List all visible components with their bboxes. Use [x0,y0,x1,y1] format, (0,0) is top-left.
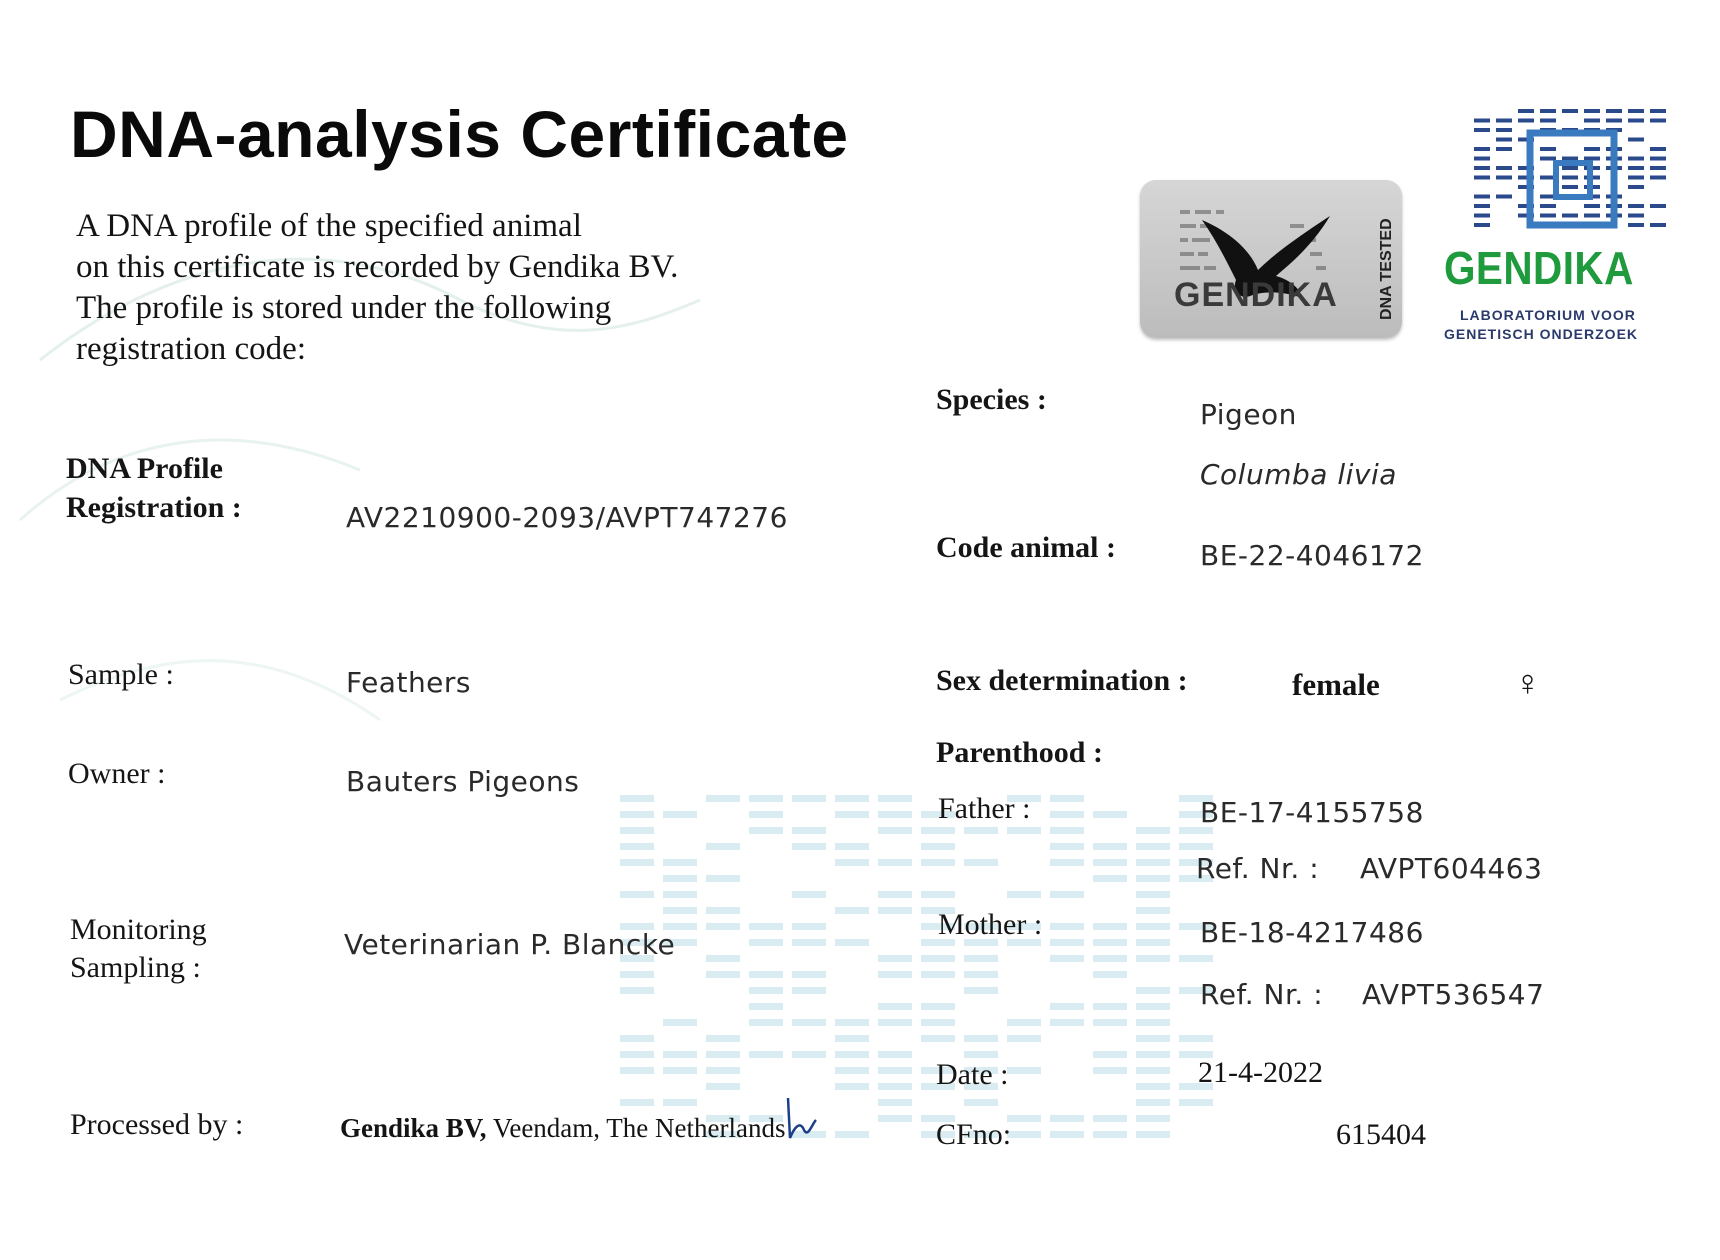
watermark-block [1136,939,1170,946]
logo-block [1650,147,1666,151]
watermark-block [1093,875,1127,882]
processed-label: Processed by : [70,1108,244,1141]
intro-line: registration code: [76,331,307,367]
watermark-block [1050,1115,1084,1122]
logo-block [1628,214,1644,218]
watermark-block [1093,1067,1127,1074]
intro-line: on this certificate is recorded by Gendika BV. [76,249,679,285]
watermark-block [749,1019,783,1026]
mother-label: Mother : [938,908,1043,941]
logo-block [1628,109,1644,113]
logo-block [1474,223,1490,227]
logo-block [1540,109,1556,113]
watermark-block [1136,907,1170,914]
registration-label: DNA Profile [66,452,223,485]
watermark-block [620,827,654,834]
watermark-block [878,1003,912,1010]
watermark-block [1093,955,1127,962]
watermark-block [792,1019,826,1026]
watermark-block [706,1035,740,1042]
logo-block [1584,157,1600,161]
watermark-block [749,1051,783,1058]
watermark-block [1136,955,1170,962]
watermark-block [792,923,826,930]
watermark-block [663,1099,697,1106]
watermark-block [964,971,998,978]
watermark-block [921,955,955,962]
logo-block [1628,157,1644,161]
watermark-block [749,923,783,930]
logo-block [1628,119,1644,123]
watermark-block [663,891,697,898]
date-label: Date : [936,1058,1009,1091]
processed-value [340,1113,785,1144]
watermark-block [792,987,826,994]
watermark-block [1093,1019,1127,1026]
watermark-block [1050,955,1084,962]
watermark-block [1136,1035,1170,1042]
watermark-block [706,1067,740,1074]
watermark-block [1136,1051,1170,1058]
monitoring-value: Veterinarian P. Blancke [344,928,676,961]
logo-block [1562,157,1578,161]
watermark-block [878,907,912,914]
page-title: DNA-analysis Certificate [70,97,849,171]
watermark-block [878,971,912,978]
watermark-block [878,859,912,866]
watermark-block [835,1051,869,1058]
watermark-block [835,1019,869,1026]
logo-block [1584,119,1600,123]
watermark-block [706,971,740,978]
logo-block [1474,157,1490,161]
watermark-block [878,1115,912,1122]
watermark-block [878,1083,912,1090]
watermark-block [878,1067,912,1074]
watermark-block [1007,1067,1041,1074]
watermark-block [1050,795,1084,802]
watermark-block [921,859,955,866]
watermark-block [1136,1083,1170,1090]
watermark-block [749,827,783,834]
logo-block [1606,119,1622,123]
logo-block [1650,166,1666,170]
watermark-block [620,859,654,866]
watermark-block [1136,875,1170,882]
logo-block [1496,119,1512,123]
watermark-block [1136,843,1170,850]
logo-block [1650,223,1666,227]
watermark-block [835,811,869,818]
watermark-block [878,795,912,802]
logo-block [1584,204,1600,208]
logo-brand-name: GENDIKA [1444,242,1634,294]
watermark-block [663,1067,697,1074]
watermark-block [663,859,697,866]
watermark-block [620,1051,654,1058]
logo-block [1518,119,1534,123]
logo-tagline: GENETISCH ONDERZOEK [1444,326,1639,342]
logo-block [1496,166,1512,170]
watermark-block [1050,843,1084,850]
watermark-block [792,843,826,850]
watermark-block [1050,1003,1084,1010]
logo-block [1584,147,1600,151]
processed-company: Gendika BV, [340,1113,487,1143]
watermark-block [792,827,826,834]
parenthood-label: Parenthood : [936,736,1103,769]
watermark-block [1179,843,1213,850]
watermark-block [792,891,826,898]
logo-block [1628,176,1644,180]
species-latin-value: Columba livia [1200,458,1397,491]
watermark-block [1179,955,1213,962]
watermark-block [706,1051,740,1058]
watermark-block [706,923,740,930]
watermark-block [792,1051,826,1058]
watermark-block [1179,1099,1213,1106]
watermark-block [663,811,697,818]
watermark-block [1136,987,1170,994]
watermark-block [663,875,697,882]
watermark-block [1136,1019,1170,1026]
logo-block [1562,185,1578,189]
watermark-block [1007,1131,1041,1138]
watermark-block [878,1099,912,1106]
watermark-block [792,795,826,802]
watermark-block [620,1067,654,1074]
seal-side-text: DNA TESTED [1378,218,1395,320]
intro-line: The profile is stored under the following [76,290,612,326]
logo-block [1540,204,1556,208]
logo-block [1474,204,1490,208]
father-value: BE-17-4155758 [1200,796,1424,829]
watermark-block [878,955,912,962]
logo-block [1474,195,1490,199]
watermark-block [1136,923,1170,930]
watermark-block [1050,939,1084,946]
logo-block [1474,119,1490,123]
logo-block [1628,223,1644,227]
logo-block [1540,147,1556,151]
watermark-block [921,827,955,834]
logo-block [1584,109,1600,113]
owner-label: Owner : [68,757,166,790]
logo-block [1540,119,1556,123]
watermark-block [1007,1035,1041,1042]
watermark-block [792,939,826,946]
watermark-block [620,843,654,850]
date-value: 21-4-2022 [1198,1056,1323,1089]
logo-block [1496,138,1512,142]
watermark-block [835,859,869,866]
watermark-block [749,987,783,994]
watermark-block [1136,891,1170,898]
watermark-block [1136,1067,1170,1074]
registration-label: Registration : [66,491,242,524]
watermark-block [835,795,869,802]
watermark-block [835,939,869,946]
watermark-block [964,955,998,962]
seal-brand-text: GENDIKA [1174,276,1338,314]
watermark-block [620,1099,654,1106]
watermark-block [1093,939,1127,946]
watermark-block [835,1067,869,1074]
logo-block [1562,109,1578,113]
logo-block [1650,109,1666,113]
mother-ref-value: AVPT536547 [1362,978,1545,1011]
watermark-block [921,891,955,898]
mother-ref-label: Ref. Nr. : [1200,978,1324,1011]
watermark-block [792,971,826,978]
logo-block [1628,166,1644,170]
watermark-block [835,1083,869,1090]
sex-label: Sex determination : [936,664,1188,697]
code-animal-value: BE-22-4046172 [1200,539,1424,572]
watermark-block [1136,1003,1170,1010]
watermark-block [1050,1019,1084,1026]
watermark-block [1007,827,1041,834]
monitoring-label: Monitoring [70,913,207,946]
watermark-block [1050,859,1084,866]
sex-value: female [1292,667,1380,702]
sample-label: Sample : [68,658,174,691]
watermark-block [1093,1131,1127,1138]
watermark-block [1093,859,1127,866]
watermark-block [878,811,912,818]
father-ref-label: Ref. Nr. : [1196,852,1320,885]
logo-block [1540,214,1556,218]
logo-block [1496,128,1512,132]
dna-tested-seal [1140,180,1402,338]
watermark-block [921,971,955,978]
watermark-block [878,1019,912,1026]
watermark-block [706,955,740,962]
watermark-block [1093,1003,1127,1010]
gendika-logo [1444,105,1670,365]
registration-value: AV2210900-2093/AVPT747276 [346,501,788,534]
logo-block [1628,138,1644,142]
watermark-block [921,843,955,850]
watermark-block [1093,971,1127,978]
mother-value: BE-18-4217486 [1200,916,1424,949]
watermark-block [835,1131,869,1138]
watermark-block [1136,1115,1170,1122]
watermark-block [1050,891,1084,898]
code-animal-label: Code animal : [936,531,1116,564]
logo-block [1628,185,1644,189]
logo-block [1650,119,1666,123]
watermark-block [749,939,783,946]
logo-block [1540,157,1556,161]
monitoring-label: Sampling : [70,951,201,984]
watermark-block [1093,811,1127,818]
logo-block [1562,214,1578,218]
watermark-block [663,1051,697,1058]
watermark-block [1136,827,1170,834]
processed-location: Veendam, The Netherlands [492,1113,786,1143]
watermark-block [835,843,869,850]
watermark-block [921,1019,955,1026]
watermark-block [749,811,783,818]
watermark-block [1093,1051,1127,1058]
logo-block [1562,176,1578,180]
logo-block [1650,157,1666,161]
watermark-block [1136,859,1170,866]
watermark-block [706,795,740,802]
watermark-block [1136,1099,1170,1106]
sample-value: Feathers [346,666,472,699]
watermark-block [706,1083,740,1090]
watermark-block [663,1019,697,1026]
watermark-block [1093,923,1127,930]
watermark-block [1093,1115,1127,1122]
father-ref-value: AVPT604463 [1360,852,1543,885]
logo-block [1650,176,1666,180]
watermark-block [706,843,740,850]
logo-block [1474,176,1490,180]
logo-block [1584,214,1600,218]
watermark-block [835,1035,869,1042]
cfno-value: 615404 [1336,1118,1426,1151]
watermark-block [1050,1131,1084,1138]
watermark-block [1007,1115,1041,1122]
watermark-block [749,795,783,802]
watermark-block [1179,1035,1213,1042]
logo-block [1474,147,1490,151]
dna-pattern-logo-icon [1470,105,1670,235]
watermark-block [878,1051,912,1058]
logo-block [1474,214,1490,218]
watermark-block [921,1035,955,1042]
watermark-block [620,987,654,994]
watermark-block [1007,891,1041,898]
watermark-block [964,1051,998,1058]
female-symbol-icon: ♀ [1514,662,1541,703]
watermark-block [620,891,654,898]
watermark-block [964,1099,998,1106]
logo-tagline: LABORATORIUM VOOR [1460,307,1636,323]
watermark-block [749,1003,783,1010]
logo-block [1496,195,1512,199]
cfno-label: CFno: [936,1118,1012,1151]
watermark-block [706,875,740,882]
logo-block [1496,147,1512,151]
logo-block [1650,204,1666,208]
watermark-block [620,971,654,978]
watermark-block [878,891,912,898]
watermark-block [1050,923,1084,930]
watermark-block [835,907,869,914]
watermark-block [749,971,783,978]
logo-block [1496,176,1512,180]
species-common-value: Pigeon [1200,398,1297,431]
logo-block [1474,128,1490,132]
logo-block [1628,204,1644,208]
watermark-block [964,827,998,834]
intro-line: A DNA profile of the specified animal [76,208,582,244]
watermark-block [620,795,654,802]
father-label: Father : [938,792,1031,825]
watermark-block [964,987,998,994]
logo-block [1606,109,1622,113]
watermark-block [964,1035,998,1042]
species-label: Species : [936,383,1047,416]
logo-block [1474,166,1490,170]
watermark-block [706,907,740,914]
owner-value: Bauters Pigeons [346,765,580,798]
watermark-block [620,811,654,818]
watermark-block [1136,1131,1170,1138]
logo-block [1562,166,1578,170]
watermark-block [921,1003,955,1010]
logo-block [1518,109,1534,113]
watermark-block [663,907,697,914]
watermark-block [620,1035,654,1042]
signature-stroke [782,1094,822,1144]
watermark-block [964,859,998,866]
watermark-block [1050,811,1084,818]
watermark-block [1007,1019,1041,1026]
watermark-block [1093,843,1127,850]
watermark-block [1050,827,1084,834]
watermark-block [878,827,912,834]
